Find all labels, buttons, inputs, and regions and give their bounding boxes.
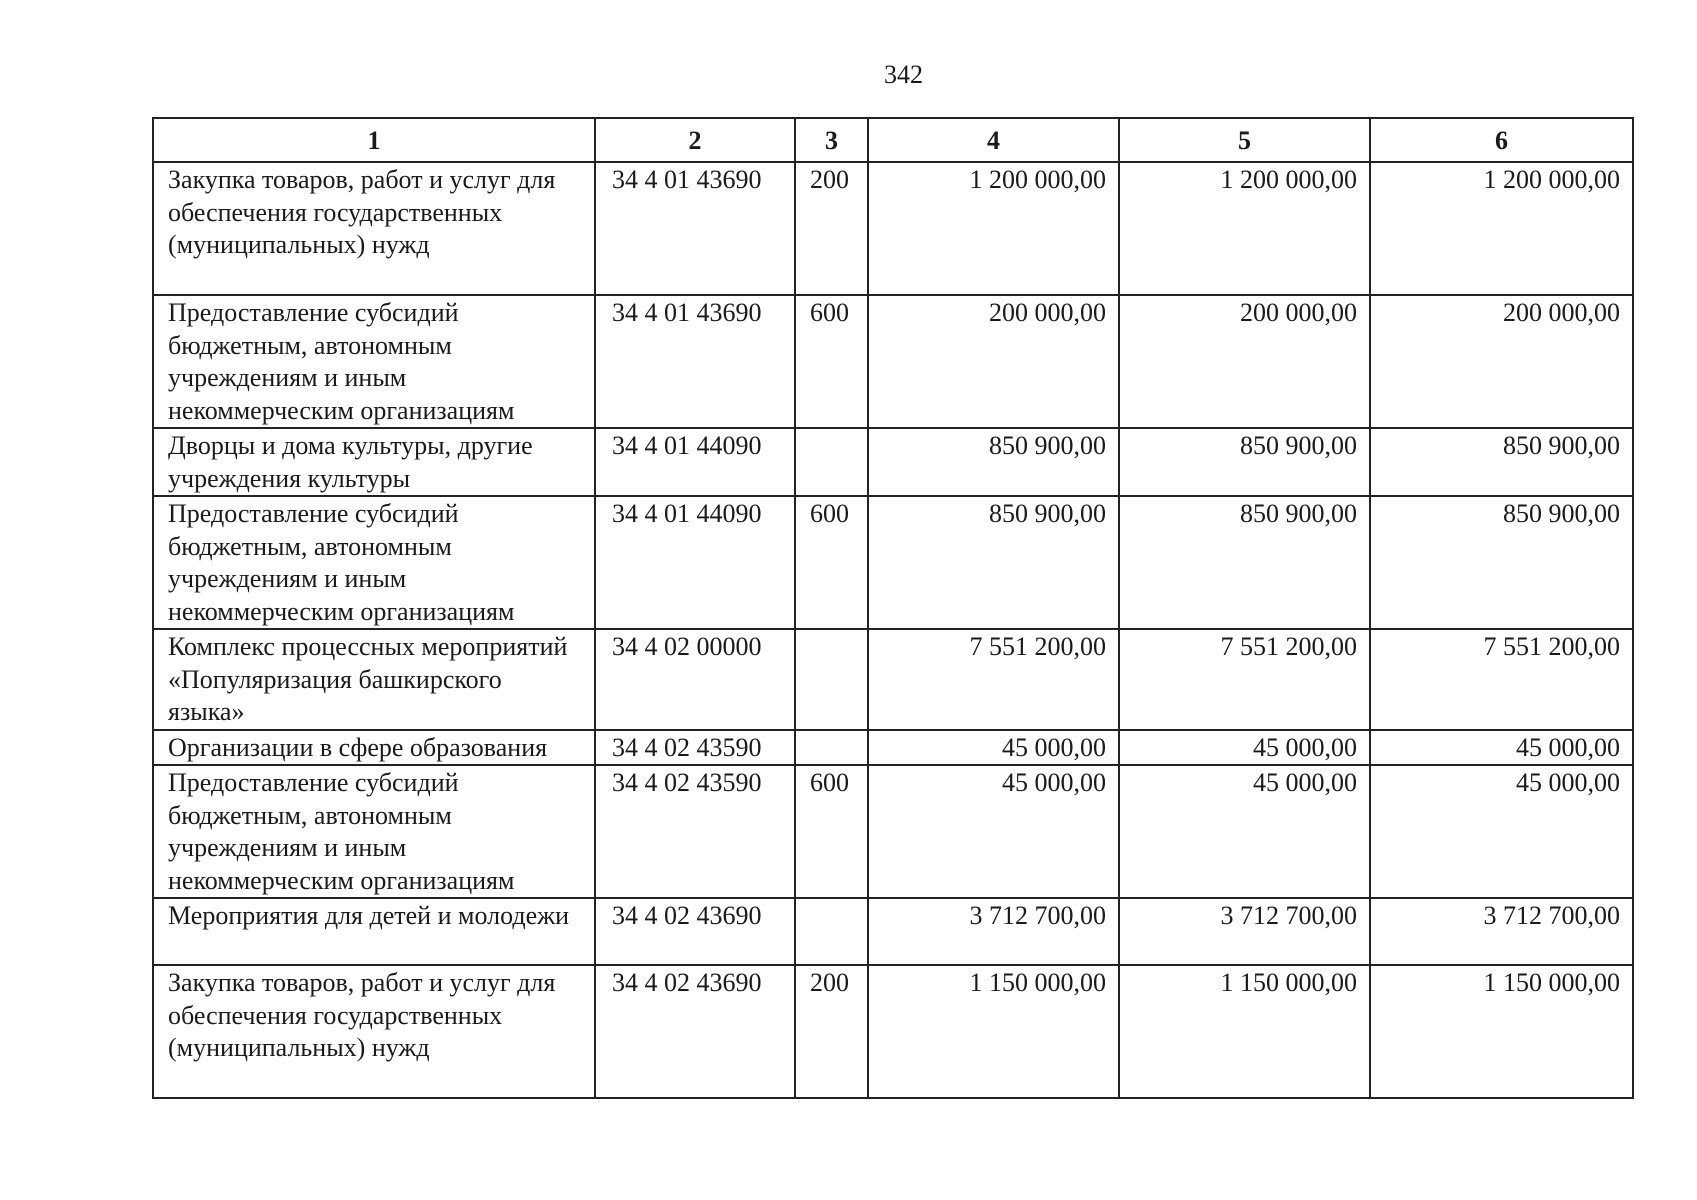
- table-row: [153, 496, 1633, 629]
- row-amount-col4: 3 712 700,00: [868, 898, 1119, 965]
- row-amount-col4: 45 000,00: [868, 765, 1119, 898]
- row-amount-col5: 200 000,00: [1119, 295, 1370, 428]
- row-amount-col4: 850 900,00: [868, 496, 1119, 629]
- header-cell-4: 4: [868, 118, 1119, 162]
- row-amount-col4: 1 200 000,00: [868, 162, 1119, 295]
- row-type-cell: 200: [795, 162, 868, 295]
- row-code-cell: 34 4 02 00000: [595, 629, 795, 730]
- row-amount-col5: 7 551 200,00: [1119, 629, 1370, 730]
- table-row: [153, 428, 1633, 496]
- row-amount-col6: 850 900,00: [1370, 428, 1633, 496]
- row-name-cell: Закупка товаров, работ и услуг для обеспечения государственных (муниципальных) нужд: [153, 162, 595, 295]
- row-name-cell: Комплекс процессных мероприятий «Популяризация башкирского языка»: [153, 629, 595, 730]
- row-type-cell: [795, 898, 868, 965]
- row-name-cell: Предоставление субсидий бюджетным, автономным учреждениям и иным некоммерческим организациям: [153, 496, 595, 629]
- table-row: [153, 898, 1633, 965]
- row-code-cell: 34 4 02 43690: [595, 965, 795, 1098]
- budget-table-container: [152, 117, 1632, 1099]
- row-amount-col6: 200 000,00: [1370, 295, 1633, 428]
- row-amount-col5: 1 200 000,00: [1119, 162, 1370, 295]
- row-amount-col6: 45 000,00: [1370, 730, 1633, 766]
- row-amount-col5: 850 900,00: [1119, 496, 1370, 629]
- row-amount-col6: 850 900,00: [1370, 496, 1633, 629]
- row-amount-col4: 200 000,00: [868, 295, 1119, 428]
- row-amount-col4: 850 900,00: [868, 428, 1119, 496]
- header-row: [153, 118, 1633, 162]
- row-type-cell: [795, 730, 868, 766]
- table-row: [153, 295, 1633, 428]
- header-cell-6: 6: [1370, 118, 1633, 162]
- row-name-cell: Дворцы и дома культуры, другие учреждения культуры: [153, 428, 595, 496]
- row-code-cell: 34 4 02 43590: [595, 765, 795, 898]
- header-cell-5: 5: [1119, 118, 1370, 162]
- table-row: [153, 162, 1633, 295]
- row-amount-col6: 3 712 700,00: [1370, 898, 1633, 965]
- budget-table: [152, 117, 1634, 1099]
- row-type-cell: 600: [795, 295, 868, 428]
- row-name-cell: Закупка товаров, работ и услуг для обеспечения государственных (муниципальных) нужд: [153, 965, 595, 1098]
- row-amount-col5: 850 900,00: [1119, 428, 1370, 496]
- row-name-cell: Предоставление субсидий бюджетным, автономным учреждениям и иным некоммерческим организациям: [153, 295, 595, 428]
- header-cell-1: 1: [153, 118, 595, 162]
- row-code-cell: 34 4 01 43690: [595, 295, 795, 428]
- row-amount-col6: 1 150 000,00: [1370, 965, 1633, 1098]
- row-code-cell: 34 4 02 43590: [595, 730, 795, 766]
- table-row: [153, 965, 1633, 1098]
- table-row: [153, 730, 1633, 766]
- row-name-cell: Мероприятия для детей и молодежи: [153, 898, 595, 965]
- header-cell-2: 2: [595, 118, 795, 162]
- row-code-cell: 34 4 02 43690: [595, 898, 795, 965]
- row-code-cell: 34 4 01 44090: [595, 496, 795, 629]
- row-amount-col5: 3 712 700,00: [1119, 898, 1370, 965]
- row-amount-col4: 45 000,00: [868, 730, 1119, 766]
- row-amount-col6: 7 551 200,00: [1370, 629, 1633, 730]
- page-number: 342: [884, 60, 923, 89]
- row-amount-col5: 45 000,00: [1119, 730, 1370, 766]
- row-type-cell: 200: [795, 965, 868, 1098]
- row-amount-col4: 1 150 000,00: [868, 965, 1119, 1098]
- row-amount-col5: 1 150 000,00: [1119, 965, 1370, 1098]
- row-name-cell: Организации в сфере образования: [153, 730, 595, 766]
- row-code-cell: 34 4 01 44090: [595, 428, 795, 496]
- table-row: [153, 765, 1633, 898]
- row-amount-col6: 1 200 000,00: [1370, 162, 1633, 295]
- row-amount-col5: 45 000,00: [1119, 765, 1370, 898]
- row-type-cell: [795, 428, 868, 496]
- header-cell-3: 3: [795, 118, 868, 162]
- row-amount-col4: 7 551 200,00: [868, 629, 1119, 730]
- row-type-cell: 600: [795, 496, 868, 629]
- table-row: [153, 629, 1633, 730]
- row-code-cell: 34 4 01 43690: [595, 162, 795, 295]
- row-name-cell: Предоставление субсидий бюджетным, автономным учреждениям и иным некоммерческим организациям: [153, 765, 595, 898]
- row-amount-col6: 45 000,00: [1370, 765, 1633, 898]
- row-type-cell: [795, 629, 868, 730]
- row-type-cell: 600: [795, 765, 868, 898]
